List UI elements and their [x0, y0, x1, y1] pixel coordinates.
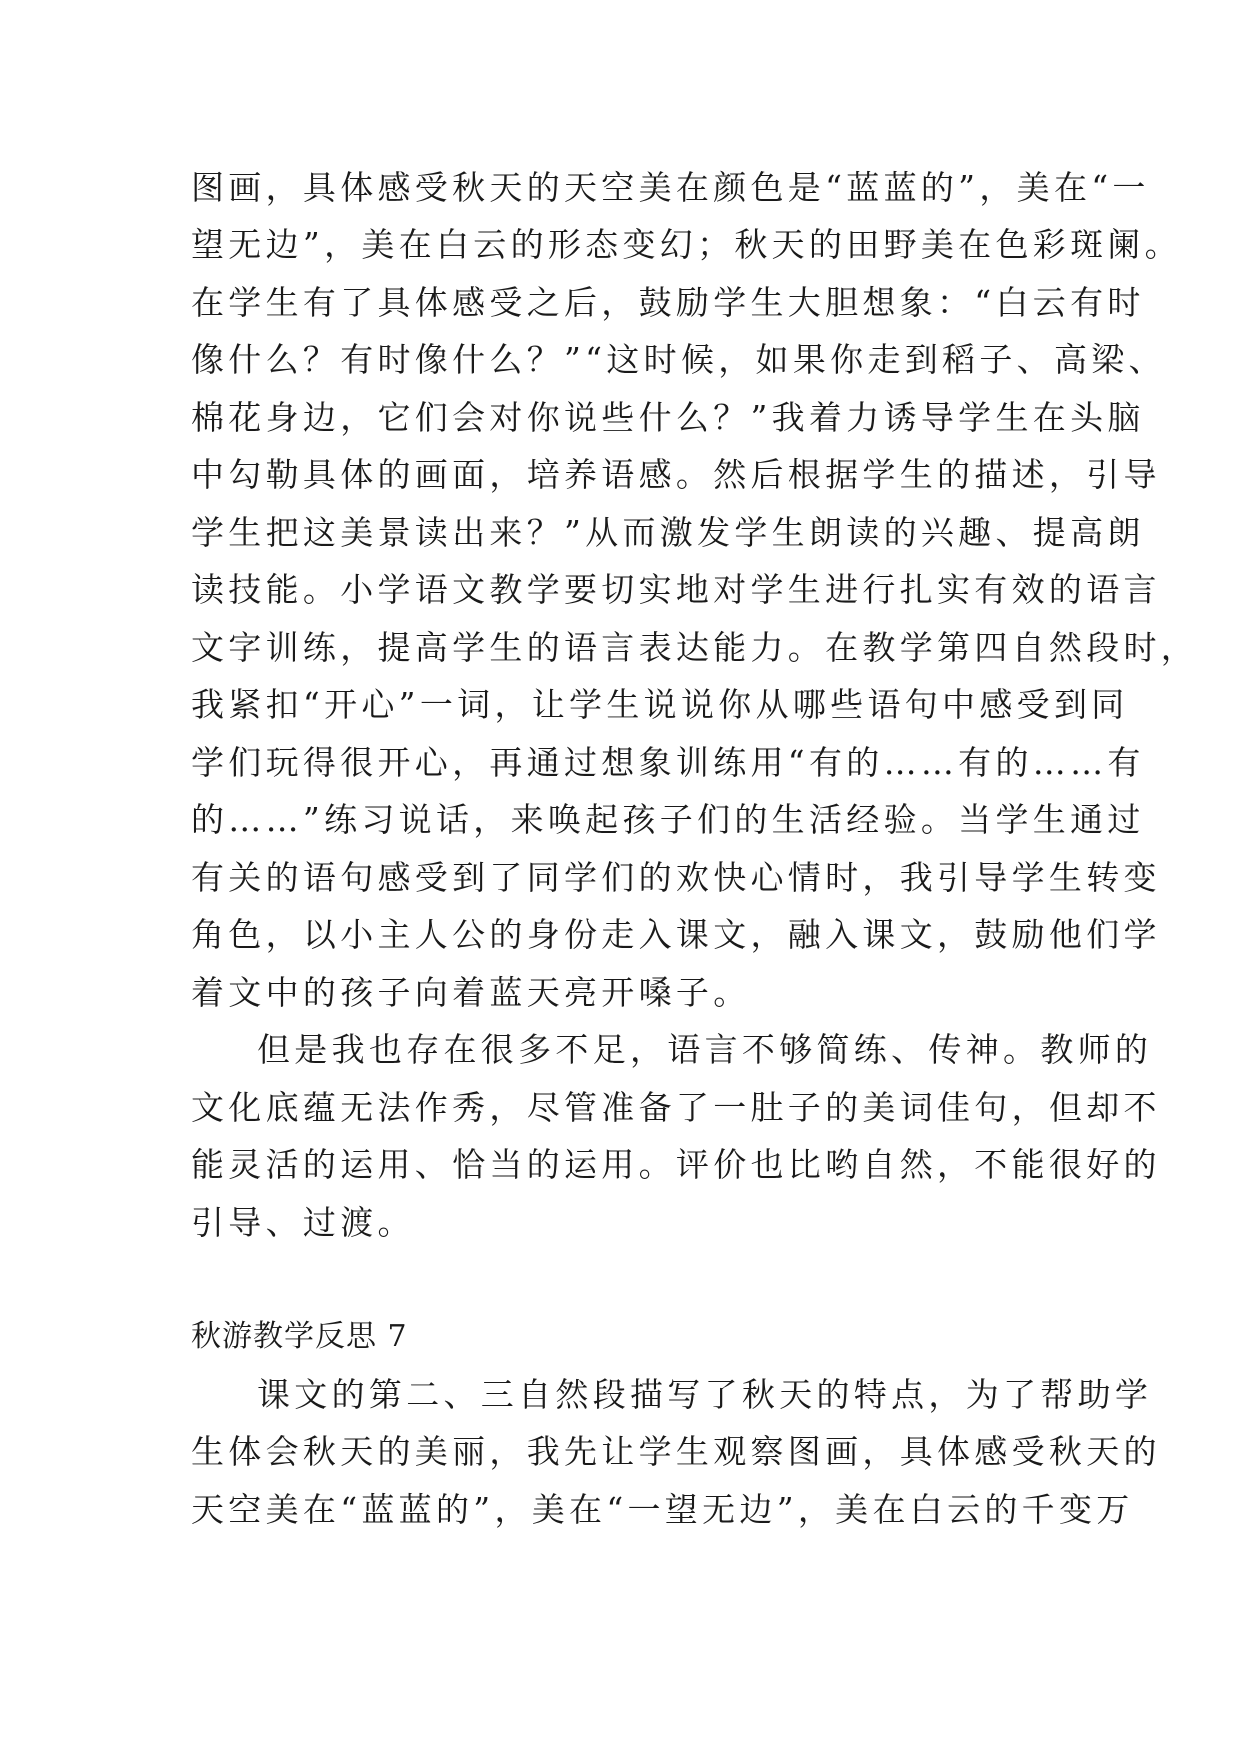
text-line: 读技能。小学语文教学要切实地对学生进行扎实有效的语言	[191, 570, 1161, 609]
section-heading: 秋游教学反思 7	[191, 1319, 408, 1354]
text-line: 着文中的孩子向着蓝天亮开嗓子。	[191, 973, 751, 1012]
text-line: 能灵活的运用、恰当的运用。评价也比哟自然，不能很好的	[191, 1145, 1161, 1184]
text-line: 但是我也存在很多不足，语言不够简练、传神。教师的	[257, 1030, 1153, 1069]
text-line: 生体会秋天的美丽，我先让学生观察图画，具体感受秋天的	[191, 1432, 1161, 1471]
text-line: 图画，具体感受秋天的天空美在颜色是“蓝蓝的”，美在“一	[191, 168, 1150, 207]
text-line: 望无边”，美在白云的形态变幻；秋天的田野美在色彩斑阑。	[191, 225, 1182, 264]
text-line: 引导、过渡。	[191, 1203, 415, 1242]
text-line: 课文的第二、三自然段描写了秋天的特点，为了帮助学	[257, 1375, 1153, 1414]
text-line: 像什么？有时像什么？”“这时候，如果你走到稻子、高梁、	[191, 340, 1166, 379]
text-line: 在学生有了具体感受之后，鼓励学生大胆想象：“白云有时	[191, 283, 1145, 322]
text-line: 学生把这美景读出来？”从而激发学生朗读的兴趣、提高朗	[191, 513, 1145, 552]
text-line: 天空美在“蓝蓝的”，美在“一望无边”，美在白云的千变万	[191, 1490, 1134, 1529]
text-line: 学们玩得很开心，再通过想象训练用“有的……有的……有	[191, 743, 1145, 782]
text-line: 我紧扣“开心”一词，让学生说说你从哪些语句中感受到同	[191, 685, 1129, 724]
text-line: 有关的语句感受到了同学们的欢快心情时，我引导学生转变	[191, 858, 1161, 897]
text-line: 文字训练，提高学生的语言表达能力。在教学第四自然段时，	[191, 628, 1199, 667]
text-line: 文化底蕴无法作秀，尽管准备了一肚子的美词佳句，但却不	[191, 1088, 1161, 1127]
text-line: 的……”练习说话，来唤起孩子们的生活经验。当学生通过	[191, 800, 1145, 839]
text-line: 中勾勒具体的画面，培养语感。然后根据学生的描述，引导	[191, 455, 1161, 494]
text-line: 角色，以小主人公的身份走入课文，融入课文，鼓励他们学	[191, 915, 1161, 954]
text-line: 棉花身边，它们会对你说些什么？”我着力诱导学生在头脑	[191, 398, 1145, 437]
